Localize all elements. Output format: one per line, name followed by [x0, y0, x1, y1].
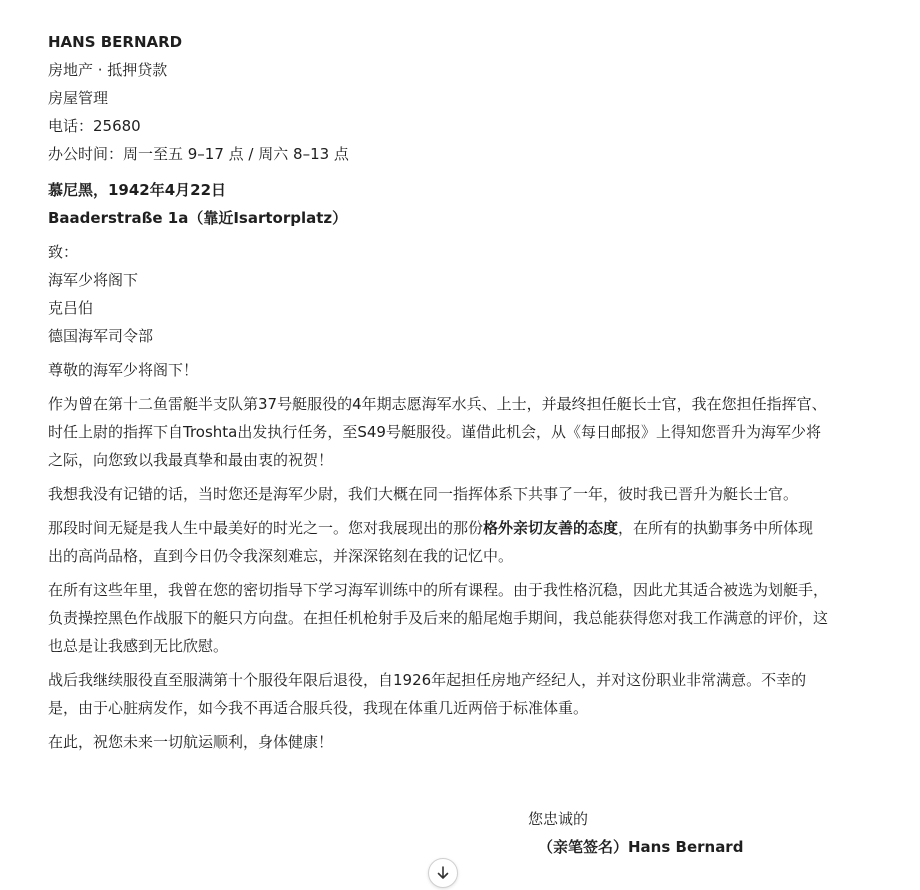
body-paragraph-3-emphasis: 格外亲切友善的态度 — [483, 519, 619, 537]
valediction: 您忠诚的 — [528, 810, 589, 828]
letterhead-name: HANS BERNARD — [48, 33, 183, 51]
recipient-title: 海军少将阁下 — [48, 271, 139, 289]
letterhead-management: 房屋管理 — [48, 89, 109, 107]
signature: （亲笔签名）Hans Bernard — [538, 838, 744, 856]
body-paragraph-5: 战后我继续服役直至服满第十个服役年限后退役，自1926年起担任房地产经纪人，并对这份职业非常满意。不幸的是，由于心脏病发作，如今我不再适合服兵役，我现在体重几近两倍于标准体重。 — [48, 671, 807, 717]
closing-block — [528, 805, 743, 861]
scroll-down-button[interactable] — [428, 858, 458, 888]
body-paragraph-1: 作为曾在第十二鱼雷艇半支队第37号艇服役的4年期志愿海军水兵、上士，并最终担任艇长士官，我在您担任指挥官、时任上尉的指挥下自Troshta出发执行任务，至S49号艇服役。谨借此机会，从《每日邮报》上得知您晋升为海军少将之际，向您致以我最真挚和最由衷的祝贺！ — [48, 395, 827, 469]
body-paragraph-6: 在此，祝您未来一切航运顺利，身体健康！ — [48, 733, 334, 751]
letterhead-services: 房地产 · 抵押贷款 — [48, 61, 168, 79]
body-paragraph-3-part-1: 那段时间无疑是我人生中最美好的时光之一。您对我展现出的那份 — [48, 519, 484, 537]
letter-date: 慕尼黑，1942年4月22日 — [48, 181, 227, 199]
recipient-org: 德国海军司令部 — [48, 327, 154, 345]
recipient-name: 克吕伯 — [48, 299, 94, 317]
letterhead-hours: 办公时间：周一至五 9–17 点 / 周六 8–13 点 — [48, 145, 349, 163]
body-paragraph-3 — [48, 514, 828, 570]
letterhead-phone: 电话：25680 — [48, 117, 141, 135]
arrow-down-icon — [435, 865, 451, 881]
body-paragraph-3-part-2: ，在所有的执勤事务中所体现出的高尚品格，直到今日仍令我深刻难忘，并深深铭刻在我的记忆中。 — [48, 519, 814, 565]
letter-document — [48, 28, 828, 756]
body-paragraph-2: 我想我没有记错的话，当时您还是海军少尉，我们大概在同一指挥体系下共事了一年，彼时我已晋升为艇长士官。 — [48, 485, 799, 503]
recipient-to: 致： — [48, 243, 79, 261]
sender-address: Baaderstraße 1a（靠近Isartorplatz） — [48, 209, 348, 227]
salutation: 尊敬的海军少将阁下！ — [48, 361, 199, 379]
body-paragraph-4: 在所有这些年里，我曾在您的密切指导下学习海军训练中的所有课程。由于我性格沉稳，因此尤其适合被选为划艇手，负责操控黑色作战服下的艇只方向盘。在担任机枪射手及后来的船尾炮手期间，我总能获得您对我工作满意的评价，这也总是让我感到无比欣慰。 — [48, 581, 829, 655]
